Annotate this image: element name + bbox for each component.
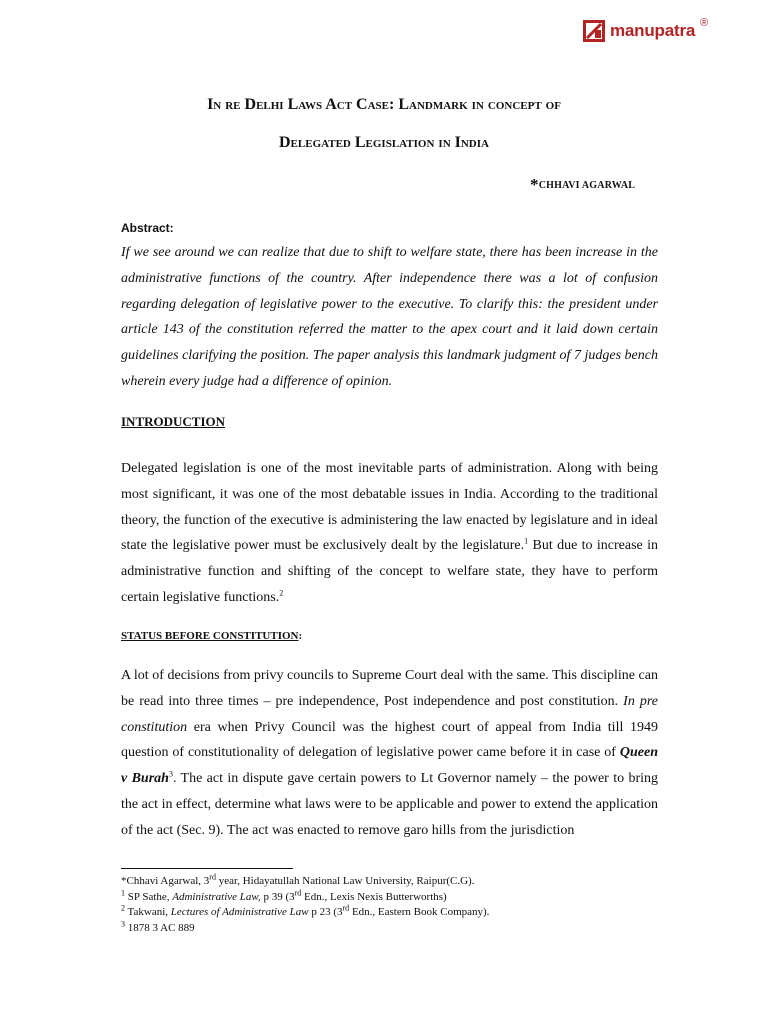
abstract-text: If we see around we can realize that due to shift to welfare state, there has been increase in the administrative functions of the country. After independence there was a lot of confusion regarding delegation of legislative power to the executive. To clarify this: the president under article 143 of the constitution referred the matter to the apex court and it laid down certain guidelines clarifying the position. The paper analysis this landmark judgment of 7 judges bench wherein every judge had a difference of opinion. [121, 245, 658, 389]
author-byline [530, 175, 635, 195]
footnote-author-text-a: *Chhavi Agarwal, 3 [121, 875, 210, 887]
status-text-c: . The act in dispute gave certain powers to Lt Governor namely – the power to bring the act in effect, determine what laws were to be applicable and power to extend the application of the act (Sec. 9). The act was enacted to remove garo hills from the jurisdiction [121, 771, 658, 838]
author-marker: * [530, 175, 539, 194]
author-name: CHHAVI AGARWAL [538, 180, 636, 191]
registered-mark: ® [700, 17, 709, 29]
introduction-paragraph [121, 456, 658, 611]
status-heading-colon: : [298, 630, 303, 642]
footnote-ref-3[interactable]: 3 [168, 769, 173, 779]
footnote-3-number: 3 [121, 918, 125, 928]
footnote-3 [121, 918, 661, 937]
intro-text-a: Delegated legislation is one of the most inevitable parts of administration. Along with being most significant, it was one of the most debatable issues in India. According to the traditional theory, the function of the executive is administering the law enacted by legislature and in ideal state the legislative power must be exclusively dealt by the legislature. [121, 461, 658, 554]
footnote-1-text-c: Edn., Lexis Nexis Butterworths) [301, 890, 447, 903]
footnote-divider [121, 868, 293, 869]
footnote-1-sup: rd [294, 887, 302, 897]
manupatra-logo [583, 17, 709, 42]
footnote-2-italic: Lectures of Administrative Law [170, 906, 309, 918]
status-paragraph [121, 663, 658, 844]
footnote-2-number: 2 [121, 903, 125, 913]
footnote-2-text-a: Takwani, [125, 906, 171, 918]
footnote-2-text-c: Edn., Eastern Book Company). [349, 906, 490, 918]
footnote-author-text-b: year, Hidayatullah National Law University, Raipur(C.G). [215, 875, 475, 887]
paper-title [0, 86, 768, 162]
intro-text-b: But due to increase in administrative function and shifting of the concept to welfare state, they have to perform certain legislative functions. [121, 538, 659, 605]
footnote-2-sup: rd [342, 903, 350, 913]
status-heading-text: STATUS BEFORE CONSTITUTION [121, 630, 299, 642]
logo-wordmark: manupatra [610, 21, 696, 40]
status-text-b: era when Privy Council was the highest court of appeal from India till 1949 question of constitutionality of delegation of legislative power came before it in case of [121, 719, 658, 761]
status-heading [121, 630, 302, 642]
manupatra-logo-icon [583, 20, 605, 42]
footnote-1-text-a: SP Sathe, [125, 890, 173, 903]
footnote-2 [121, 905, 661, 921]
abstract-heading: Abstract: [121, 221, 174, 235]
footnote-1-text-b: p 39 (3 [260, 890, 295, 903]
title-line-2: Delegated Legislation in India [279, 134, 489, 151]
footnote-author-sup: rd [209, 872, 216, 882]
footnote-ref-2[interactable]: 2 [279, 588, 284, 598]
case-name: Queen v Burah [121, 745, 658, 787]
footnote-author [121, 874, 661, 890]
footnote-1 [121, 887, 661, 906]
footnotes [121, 874, 661, 936]
status-text-a: A lot of decisions from privy councils to Supreme Court deal with the same. This discipline can be read into three times – pre independence, Post independence and post constitution. [121, 668, 658, 709]
footnote-ref-1[interactable]: 1 [524, 536, 529, 546]
introduction-heading: INTRODUCTION [121, 414, 226, 429]
footnote-2-text-b: p 23 (3 [308, 906, 343, 918]
title-line-1: In re Delhi Laws Act Case: Landmark in concept of [207, 96, 561, 113]
status-text-italic: In pre constitution [121, 693, 658, 735]
footnote-1-number: 1 [121, 887, 125, 897]
footnote-3-text: 1878 3 AC 889 [125, 921, 195, 934]
footnote-1-italic: Administrative Law, [172, 890, 261, 903]
